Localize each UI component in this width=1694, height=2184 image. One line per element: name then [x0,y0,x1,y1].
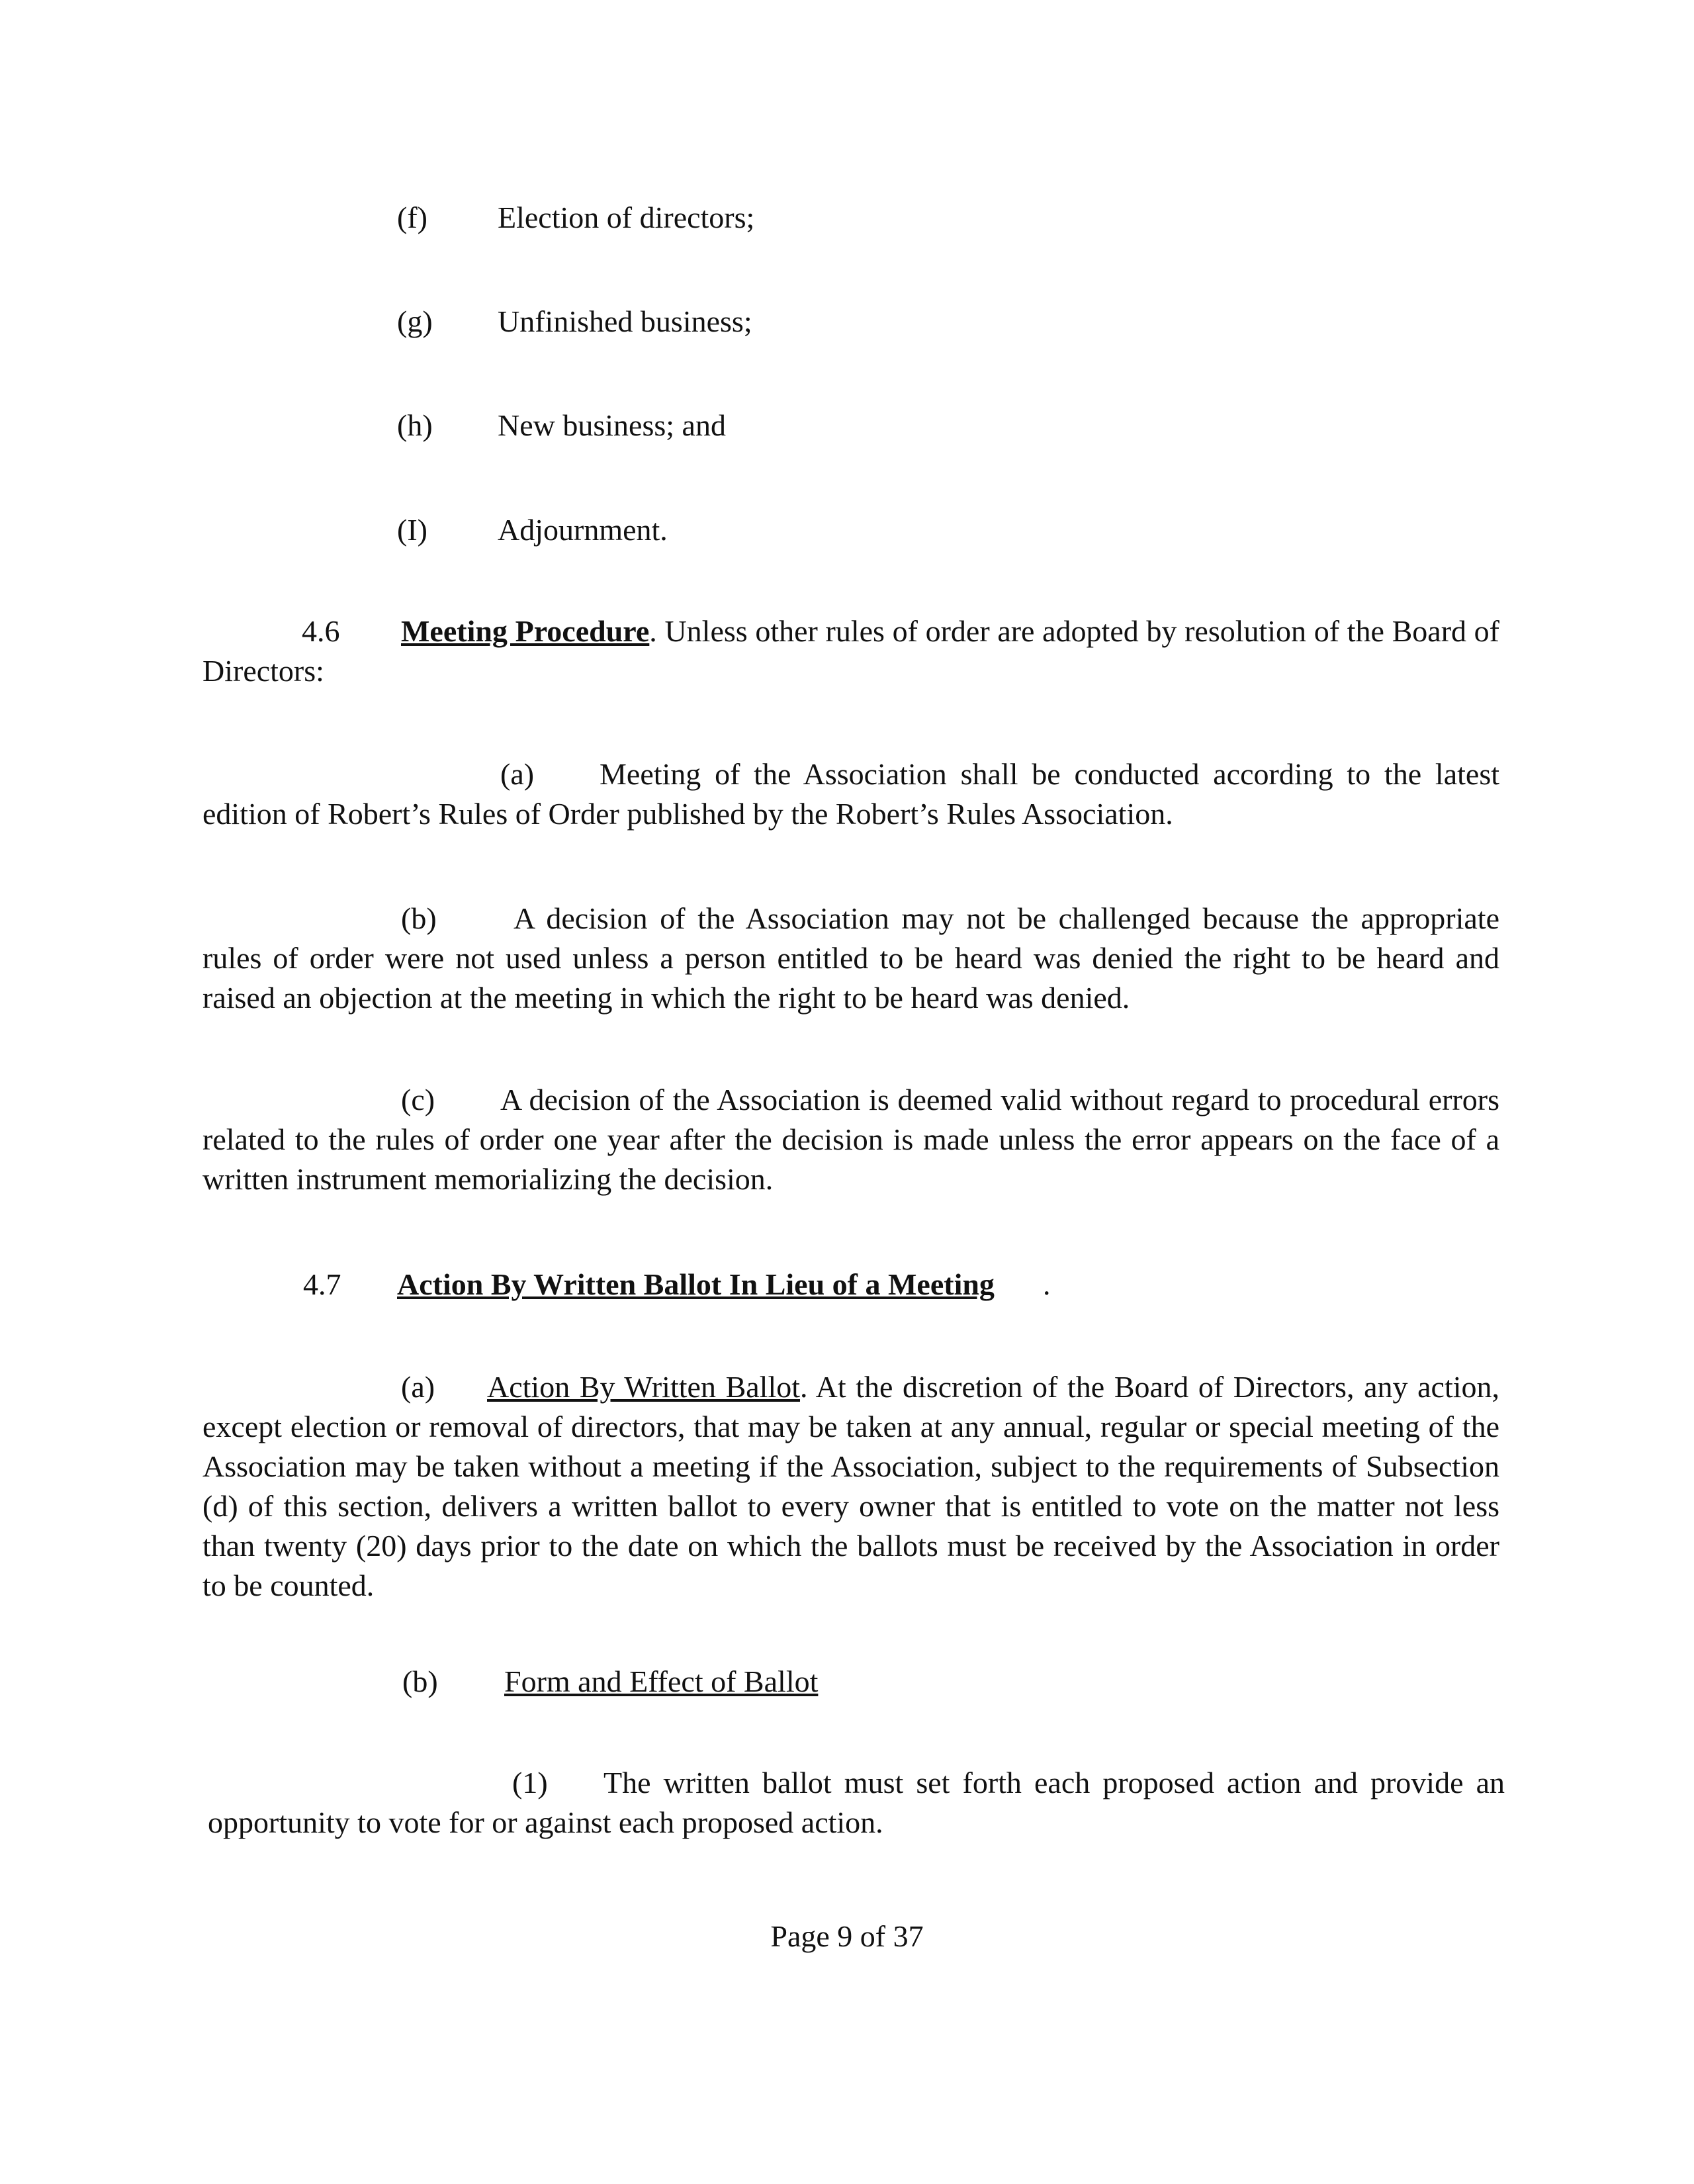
paragraph-text: A decision of the Association may not be challenged because the appropriate rules of order were not used unless a person entitled to be heard was denied the right to be heard and raised an objection at the meeting in which the right to be heard was denied. [202,901,1499,1015]
paragraph-marker: (c) [401,1083,435,1116]
paragraph-marker: (a) [401,1370,435,1404]
section-intro-rest: Board of Directors: [202,614,1499,688]
list-marker: (g) [397,304,433,338]
paragraph-text: A decision of the Association is deemed valid without regard to procedural errors related to the rules of order one year after the decision is made unless the error appears on the face of a written instrument memorializing the decision. [202,1083,1499,1196]
paragraph-marker: (b) [402,1664,438,1698]
list-marker: (I) [397,513,427,547]
paragraph-marker: (a) [500,757,535,791]
section-4-6-b [202,899,1499,1018]
list-marker: (f) [397,201,427,234]
list-text: Adjournment. [498,513,668,547]
list-text: Unfinished business; [498,304,752,338]
section-number: 4.7 [303,1267,341,1301]
paragraph-marker: (1) [512,1766,548,1799]
section-4-7-b1 [208,1763,1505,1843]
section-title: Action By Written Ballot In Lieu of a Meeting [397,1267,995,1301]
paragraph-title: Form and Effect of Ballot [504,1664,819,1698]
paragraph-text: . At the discretion of the Board of Directors, any action, except election or removal of directors, that may be taken at any annual, regular or special meeting of the Association may be taken without a meeting if the Association, subject to the requirements of Subsection (d) of this section, delivers a written ballot to every owner that is entitled to vote on the matter not less than twenty (20) days prior to the date on which the ballots must be received by the Association in order to be counted. [202,1370,1499,1602]
list-text: Election of directors; [498,201,755,234]
section-4-6-a [202,754,1499,834]
section-4-7-a [202,1367,1499,1606]
paragraph-marker: (b) [401,901,437,935]
section-4-6-intro [202,612,1499,691]
section-number: 4.6 [302,614,340,648]
paragraph-text: Meeting of the Association shall be conducted according to the latest edition of Robert’s Rules of Order published by the Robert’s Rules Association. [202,757,1499,831]
list-marker: (h) [397,408,433,442]
section-title-suffix: . [1043,1267,1051,1301]
section-intro-first: . Unless other rules of order are adopted by resolution of the [649,614,1384,648]
page-number-footer: Page 9 of 37 [770,1919,924,1953]
list-text: New business; and [498,408,726,442]
section-4-6-c [202,1080,1499,1199]
paragraph-title: Action By Written Ballot [487,1370,801,1404]
paragraph-text: The written ballot must set forth each proposed action and provide an opportunity to vote for or against each proposed action. [208,1766,1505,1839]
section-title: Meeting Procedure [401,614,650,648]
